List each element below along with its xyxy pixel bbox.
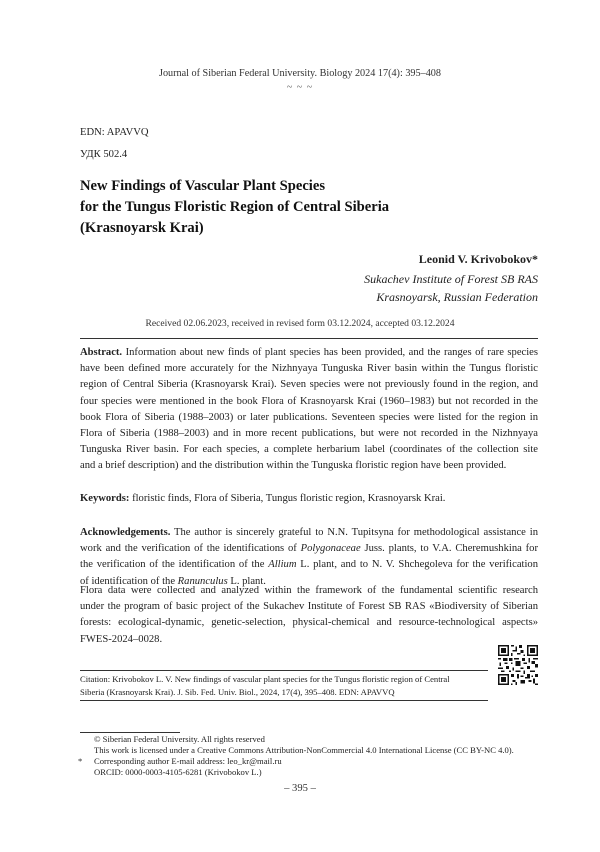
received-dates: Received 02.06.2023, received in revised form 03.12.2024, accepted 03.12.2024 xyxy=(145,318,455,329)
abstract-divider xyxy=(80,338,538,339)
footnote-star: * xyxy=(78,756,83,766)
page-number: – 395 – xyxy=(284,783,316,794)
citation-divider-top xyxy=(80,670,488,671)
funding-line: FWES-2024–0028. xyxy=(80,633,163,645)
journal-header: Journal of Siberian Federal University. Biology 2024 17(4): 395–408 xyxy=(158,68,441,79)
ack-label: Acknowledgements. xyxy=(80,527,171,538)
abstract-line: and a brief description) and the distribution within the Tunguska floristic region have been provided. xyxy=(80,460,507,472)
citation-line: Siberia (Krasnoyarsk Krai). J. Sib. Fed. Univ. Biol., 2024, 17(4), 395–408. EDN: APAVVQ xyxy=(80,686,395,697)
ack-line: of identification of the Ranunculus L. plant. xyxy=(80,575,266,587)
ack-line: Acknowledgements. The author is sincerely grateful to N.N. Tupitsyna for methodological assistance in xyxy=(80,527,538,538)
abstract-line: Abstract. Information about new finds of plant species has been provided, and the ranges of rare species xyxy=(80,347,538,358)
acknowledgements xyxy=(80,525,538,590)
keywords xyxy=(80,491,538,507)
abstract-label: Abstract. xyxy=(80,347,123,358)
citation-line: Citation: Krivobokov L. V. New findings of vascular plant species for the Tungus floristic region of Central xyxy=(80,674,450,684)
header-separator: ~ ~ ~ xyxy=(286,82,314,93)
title-line-1: New Findings of Vascular Plant Species xyxy=(80,178,326,194)
funding-line: forests: ecological-dynamic, genetic-selection, physical-chemical and resource-technological aspects» xyxy=(80,617,538,629)
qr-code-icon[interactable] xyxy=(498,645,538,685)
citation xyxy=(80,673,488,698)
keywords-label: Keywords: xyxy=(80,493,130,504)
title-line-3: (Krasnoyarsk Krai) xyxy=(80,220,204,236)
ack-line: the verification of the identification of the Allium L. plant, and to N. V. Shchegoleva for the verification xyxy=(80,559,538,571)
article-title xyxy=(80,176,520,239)
abstract-line: Tunguska River basin. For each species, a complete herbarium label (coordinates of the collection site xyxy=(80,444,538,456)
abstract-line: book Flora of Siberia (1988–2003) or later publications. Seventeen species were listed for the region in xyxy=(80,411,538,423)
author-location: Krasnoyarsk, Russian Federation xyxy=(376,290,538,304)
abstract-line: region of Central Siberia (Krasnoyarsk Krai). Seven species were not previously found in the region, and xyxy=(80,379,538,391)
ack-line: work and the verification of the identifications of Polygonaceae Juss. plants, to V.A. Cheremushkina for xyxy=(80,543,539,555)
edn-code: EDN: APAVVQ xyxy=(80,127,149,138)
footnote-divider xyxy=(80,732,180,733)
abstract-line: have been defined more accurately for the Nizhnyaya Tunguska River basin within the Tungus floristic xyxy=(80,363,538,375)
title-line-2: for the Tungus Floristic Region of Central Siberia xyxy=(80,199,390,215)
udk-code: УДК 502.4 xyxy=(80,149,128,160)
abstract xyxy=(80,345,538,475)
funding-line: under the program of basic project of the Sukachev Institute of Forest SB RAS «Biodiversity of Siberian xyxy=(80,601,538,613)
citation-divider-bottom xyxy=(80,700,488,701)
keywords-text: floristic finds, Flora of Siberia, Tungus floristic region, Krasnoyarsk Krai. xyxy=(129,493,446,504)
funding xyxy=(80,583,538,648)
abstract-line: four species were mentioned in the book Flora of Krasnoyarsk Krai (1960–1983) but not recorded in the xyxy=(80,395,538,407)
author-name: Leonid V. Krivobokov* xyxy=(418,252,538,266)
author-affiliation: Sukachev Institute of Forest SB RAS xyxy=(364,272,538,286)
abstract-line: Flora of Siberia (1988–2003) and in more recent publications, but were not recorded in the Nizhnyaya xyxy=(80,428,538,440)
funding-line: Flora data were collected and analyzed within the framework of the fundamental scientific research xyxy=(80,585,538,596)
